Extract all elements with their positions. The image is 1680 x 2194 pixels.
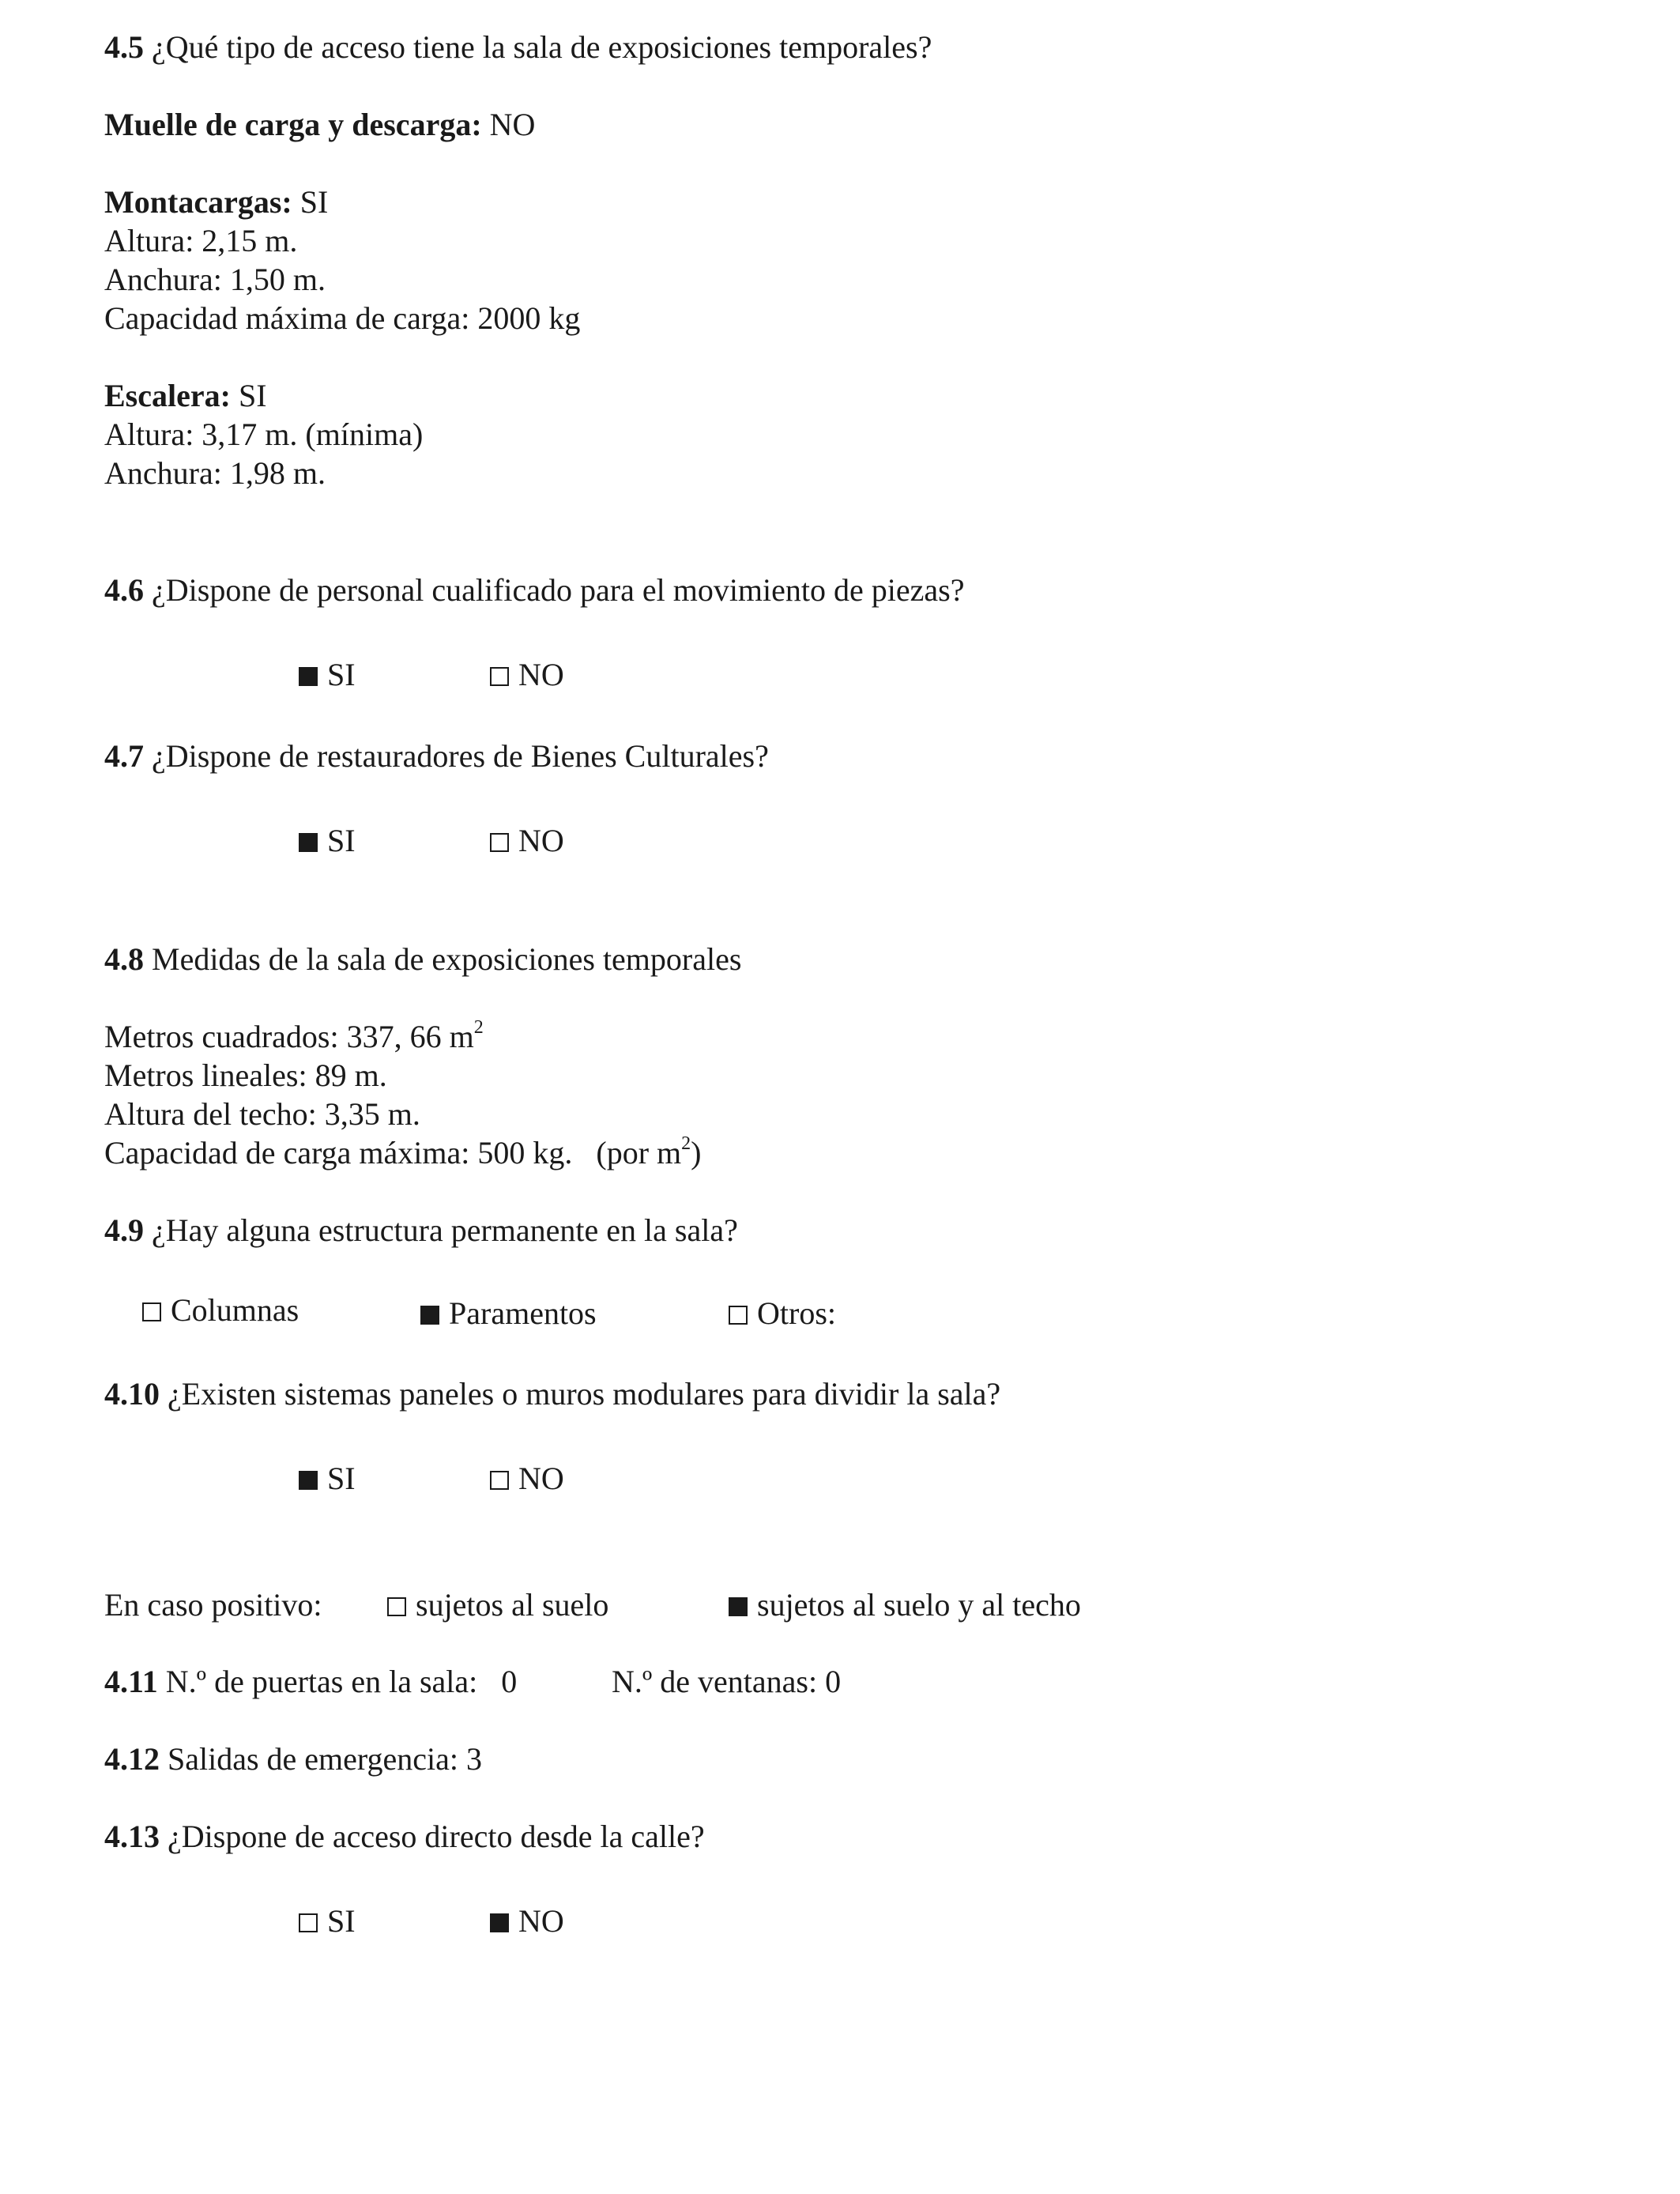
metros-cuadrados <box>104 1018 484 1056</box>
escalera-label: Escalera: <box>104 378 231 413</box>
checkbox-option[interactable] <box>490 822 564 860</box>
question-4-8 <box>104 941 741 978</box>
question-number: 4.12 <box>104 1741 160 1777</box>
checkbox-label: NO <box>518 657 564 692</box>
checkbox-label: Paramentos <box>449 1295 597 1331</box>
montacargas-altura: Altura: 2,15 m. <box>104 223 298 258</box>
checkbox-option[interactable] <box>729 1586 1081 1624</box>
checkbox-icon[interactable] <box>490 1471 509 1490</box>
montacargas-capacidad: Capacidad máxima de carga: 2000 kg <box>104 300 581 336</box>
checkbox-label: NO <box>518 823 564 858</box>
checkbox-icon[interactable] <box>420 1306 439 1325</box>
question-text: Medidas de la sala de exposiciones temporales <box>152 941 742 977</box>
checkbox-icon[interactable] <box>299 833 318 852</box>
checkbox-option[interactable] <box>299 656 356 694</box>
checkbox-label: SI <box>327 1903 356 1939</box>
question-number: 4.13 <box>104 1819 160 1854</box>
capacidad-carga-end: ) <box>691 1135 702 1171</box>
question-number: 4.9 <box>104 1212 144 1248</box>
question-number: 4.6 <box>104 572 144 608</box>
checkbox-option[interactable] <box>490 1902 564 1940</box>
checkbox-label: NO <box>518 1903 564 1939</box>
question-4-13 <box>104 1818 705 1856</box>
checkbox-icon[interactable] <box>490 833 509 852</box>
checkbox-label: Otros: <box>757 1295 836 1331</box>
question-text: ¿Dispone de personal cualificado para el movimiento de piezas? <box>152 572 965 608</box>
checkbox-label: sujetos al suelo <box>416 1587 609 1623</box>
capacidad-carga <box>104 1134 701 1172</box>
metros-lineales: Metros lineales: 89 m. <box>104 1057 387 1093</box>
montacargas-line <box>104 183 328 221</box>
checkbox-label: NO <box>518 1461 564 1496</box>
question-number: 4.7 <box>104 738 144 774</box>
capacidad-carga-text: Capacidad de carga máxima: 500 kg. (por m <box>104 1135 682 1171</box>
question-text: ¿Existen sistemas paneles o muros modulares para dividir la sala? <box>168 1376 1001 1412</box>
question-4-12 <box>104 1740 482 1778</box>
checkbox-icon[interactable] <box>299 1471 318 1490</box>
checkbox-icon[interactable] <box>729 1306 748 1325</box>
checkbox-icon[interactable] <box>299 667 318 686</box>
checkbox-option[interactable] <box>299 1460 356 1498</box>
checkbox-option[interactable] <box>490 1460 564 1498</box>
question-text: ¿Dispone de acceso directo desde la calle? <box>168 1819 705 1854</box>
puertas-text: N.º de puertas en la sala: 0 <box>165 1664 518 1699</box>
question-4-11 <box>104 1663 517 1701</box>
checkbox-icon[interactable] <box>299 1913 318 1932</box>
checkbox-icon[interactable] <box>387 1597 406 1616</box>
ventanas-text: N.º de ventanas: 0 <box>612 1664 842 1699</box>
checkbox-option[interactable] <box>490 656 564 694</box>
question-4-7 <box>104 737 769 775</box>
escalera-altura: Altura: 3,17 m. (mínima) <box>104 417 424 452</box>
montacargas-anchura: Anchura: 1,50 m. <box>104 262 326 297</box>
escalera-value: SI <box>238 378 267 413</box>
checkbox-option[interactable] <box>299 822 356 860</box>
question-number: 4.11 <box>104 1664 158 1699</box>
question-text: ¿Hay alguna estructura permanente en la sala? <box>152 1212 738 1248</box>
positive-case-label: En caso positivo: <box>104 1587 322 1623</box>
question-4-10 <box>104 1375 1000 1413</box>
checkbox-option[interactable] <box>299 1902 356 1940</box>
checkbox-icon[interactable] <box>490 1913 509 1932</box>
altura-techo: Altura del techo: 3,35 m. <box>104 1096 420 1132</box>
checkbox-label: SI <box>327 657 356 692</box>
montacargas-value: SI <box>299 184 329 220</box>
question-text: Salidas de emergencia: 3 <box>168 1741 483 1777</box>
metros-cuadrados-text: Metros cuadrados: 337, 66 m <box>104 1019 474 1054</box>
checkbox-icon[interactable] <box>142 1302 161 1321</box>
muelle-line <box>104 106 535 144</box>
muelle-value: NO <box>489 107 536 142</box>
montacargas-label: Montacargas: <box>104 184 292 220</box>
checkbox-label: SI <box>327 1461 356 1496</box>
muelle-label: Muelle de carga y descarga: <box>104 107 482 142</box>
checkbox-option[interactable] <box>729 1295 836 1333</box>
question-number: 4.5 <box>104 29 144 65</box>
checkbox-label: Columnas <box>171 1292 299 1328</box>
checkbox-icon[interactable] <box>729 1597 748 1616</box>
checkbox-option[interactable] <box>420 1295 597 1333</box>
question-4-6 <box>104 571 964 609</box>
escalera-anchura: Anchura: 1,98 m. <box>104 455 326 491</box>
checkbox-label: SI <box>327 823 356 858</box>
checkbox-icon[interactable] <box>490 667 509 686</box>
escalera-line <box>104 377 267 415</box>
checkbox-option[interactable] <box>142 1291 299 1329</box>
question-number: 4.8 <box>104 941 144 977</box>
question-text: ¿Qué tipo de acceso tiene la sala de exposiciones temporales? <box>152 29 932 65</box>
superscript: 2 <box>473 1016 484 1038</box>
question-4-9 <box>104 1212 738 1250</box>
checkbox-label: sujetos al suelo y al techo <box>757 1587 1081 1623</box>
question-number: 4.10 <box>104 1376 160 1412</box>
superscript: 2 <box>681 1133 691 1154</box>
question-text: ¿Dispone de restauradores de Bienes Culturales? <box>152 738 769 774</box>
question-4-5 <box>104 28 932 66</box>
checkbox-option[interactable] <box>387 1586 608 1624</box>
